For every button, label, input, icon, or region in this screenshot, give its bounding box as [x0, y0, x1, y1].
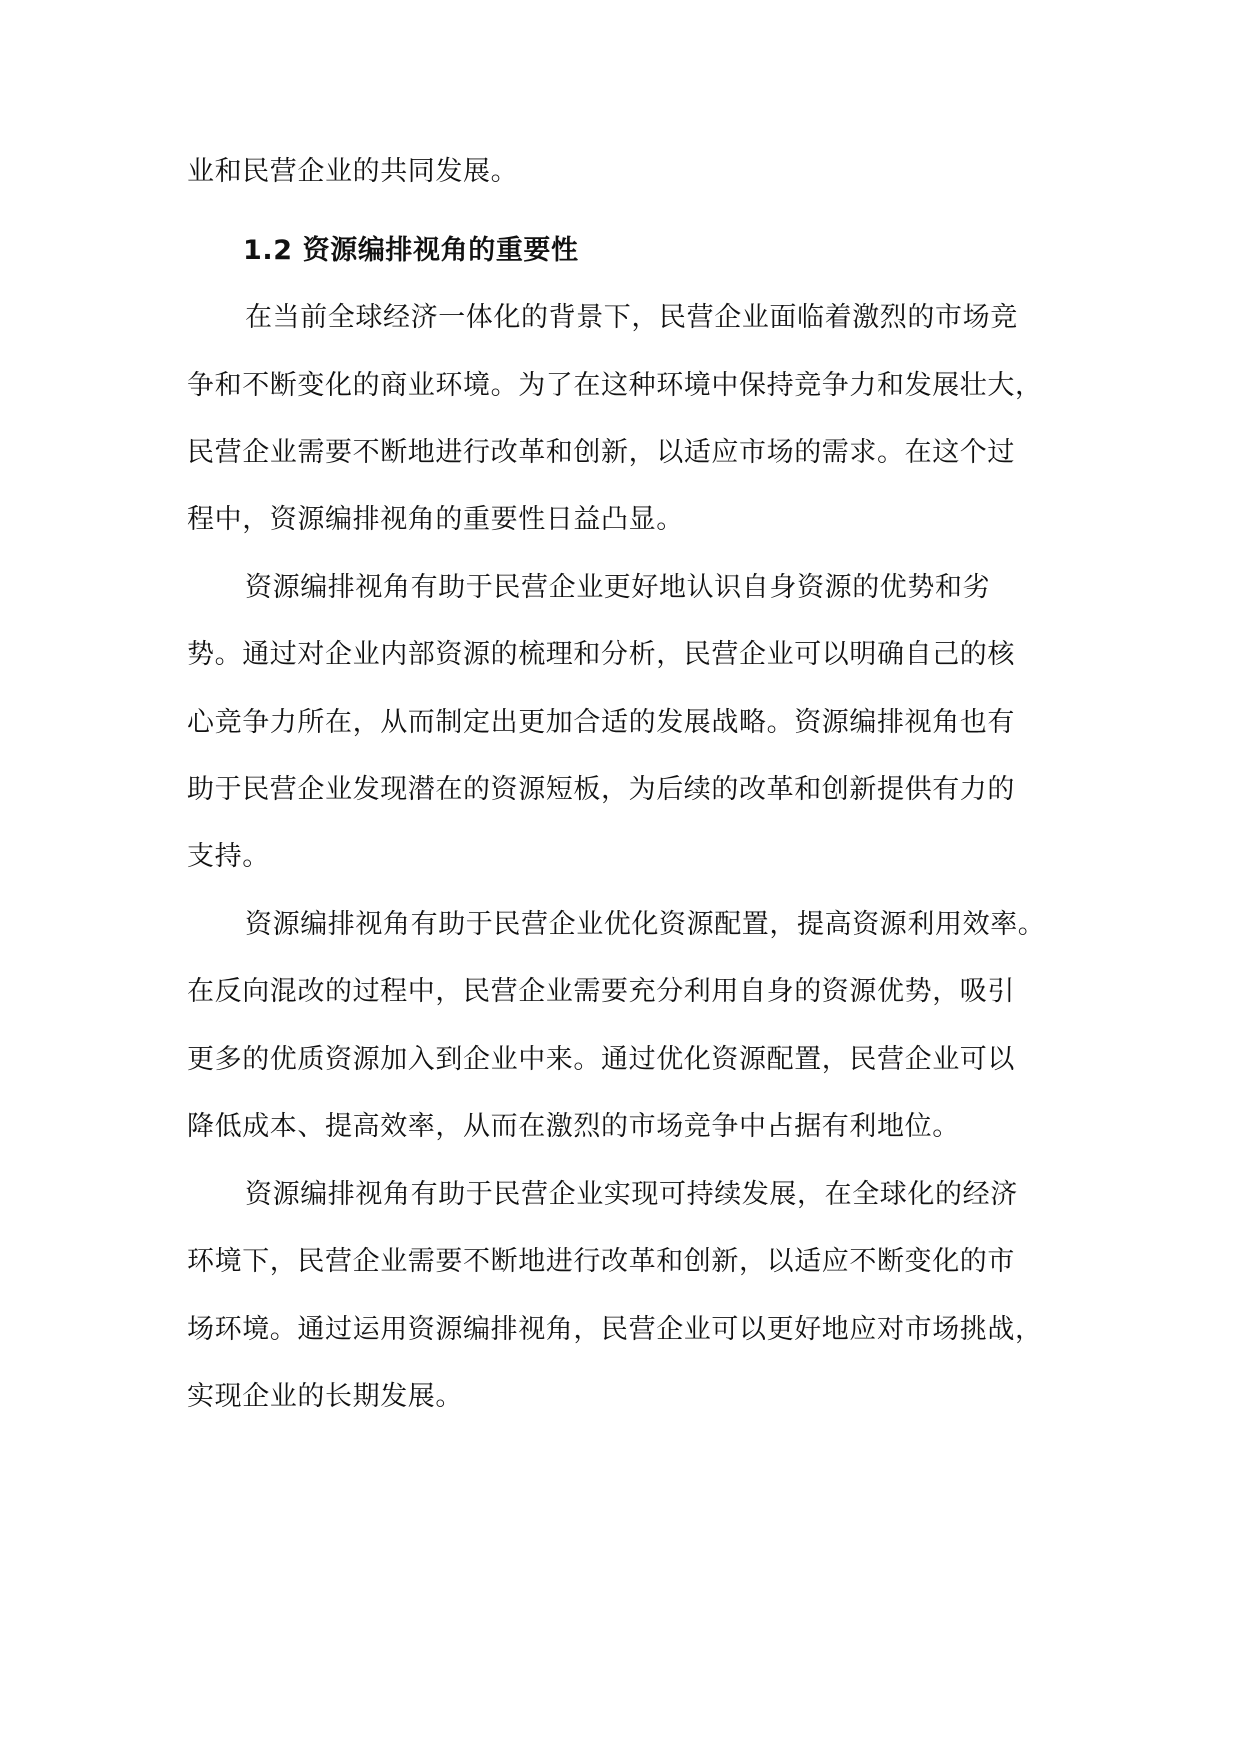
paragraph-1-line-4: 程中，资源编排视角的重要性日益凸显。 [187, 504, 684, 535]
section-heading: 1.2 资源编排视角的重要性 [243, 235, 579, 266]
paragraph-2-line-5: 支持。 [187, 841, 270, 872]
paragraph-4-line-1: 资源编排视角有助于民营企业实现可持续发展，在全球化的经济 [245, 1179, 1018, 1210]
paragraph-1-line-1: 在当前全球经济一体化的背景下，民营企业面临着激烈的市场竞 [245, 302, 1018, 333]
paragraph-3-line-3: 更多的优质资源加入到企业中来。通过优化资源配置，民营企业可以 [187, 1044, 1015, 1075]
paragraph-4-line-3: 场环境。通过运用资源编排视角，民营企业可以更好地应对市场挑战， [187, 1314, 1043, 1345]
paragraph-2-line-3: 心竞争力所在，从而制定出更加合适的发展战略。资源编排视角也有 [187, 707, 1015, 738]
paragraph-3-line-1: 资源编排视角有助于民营企业优化资源配置，提高资源利用效率。 [245, 909, 1046, 940]
paragraph-1-line-2: 争和不断变化的商业环境。为了在这种环境中保持竞争力和发展壮大， [187, 370, 1043, 401]
paragraph-2-line-1: 资源编排视角有助于民营企业更好地认识自身资源的优势和劣 [245, 572, 991, 603]
paragraph-2-line-2: 势。通过对企业内部资源的梳理和分析，民营企业可以明确自己的核 [187, 639, 1015, 670]
paragraph-3-line-2: 在反向混改的过程中，民营企业需要充分利用自身的资源优势，吸引 [187, 976, 1015, 1007]
continuation-line: 业和民营企业的共同发展。 [187, 156, 519, 187]
paragraph-4-line-4: 实现企业的长期发展。 [187, 1381, 463, 1412]
paragraph-3-line-4: 降低成本、提高效率，从而在激烈的市场竞争中占据有利地位。 [187, 1111, 960, 1142]
paragraph-2-line-4: 助于民营企业发现潜在的资源短板，为后续的改革和创新提供有力的 [187, 774, 1015, 805]
paragraph-1-line-3: 民营企业需要不断地进行改革和创新，以适应市场的需求。在这个过 [187, 437, 1015, 468]
paragraph-4-line-2: 环境下，民营企业需要不断地进行改革和创新，以适应不断变化的市 [187, 1246, 1015, 1277]
